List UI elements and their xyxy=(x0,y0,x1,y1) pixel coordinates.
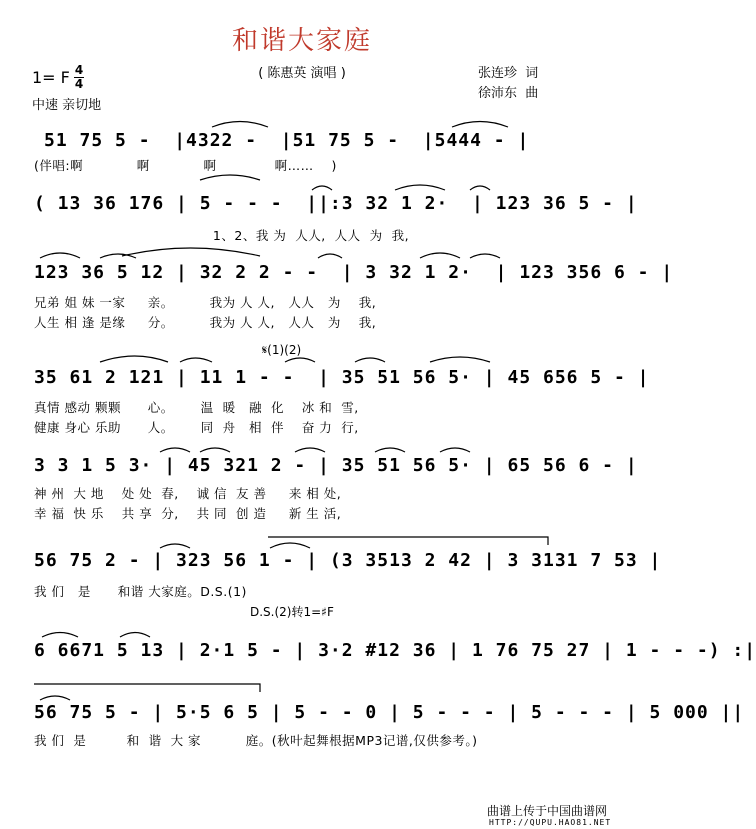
score-row-1-lyrics: (伴唱:啊 啊 啊 啊…… ) xyxy=(34,158,337,173)
slur xyxy=(160,544,190,548)
slur xyxy=(120,633,150,638)
time-numerator: 4 xyxy=(74,63,84,77)
slur xyxy=(355,358,385,362)
score-row-3-lyrics-verse1: 兄弟 姐 妹 一家 亲。 我为 人 人, 人人 为 我, xyxy=(34,295,377,310)
slur xyxy=(470,186,490,190)
slur xyxy=(440,448,470,452)
slur xyxy=(180,358,212,362)
slur xyxy=(470,254,500,258)
slur xyxy=(420,253,460,258)
slur xyxy=(285,358,315,362)
slur xyxy=(40,253,80,258)
score-row-7-notes: 6 6671 5 13 | 2·1 5 - | 3·2 #12 36 | 1 76 75 27 | 1 - - -) :| xyxy=(34,640,756,661)
slur xyxy=(200,448,230,452)
score-row-8-lyrics: 我 们 是 和 谐 大 家 庭。(秋叶起舞根据MP3记谱,仅供参考。) xyxy=(34,733,478,748)
singer-credit: ( 陈惠英 演唱 ) xyxy=(258,66,346,81)
slur xyxy=(100,356,168,362)
score-row-1-notes: 51 75 5 - |4322 - |51 75 5 - |5444 - | xyxy=(44,130,530,151)
composer-credit: 徐沛东 曲 xyxy=(478,86,539,101)
ds2-key-change: D.S.(2)转1=♯F xyxy=(250,605,334,619)
slur xyxy=(430,357,490,362)
score-row-5-lyrics-verse2: 幸 福 快 乐 共 享 分, 共 同 创 造 新 生 活, xyxy=(34,506,342,521)
score-row-5-lyrics-verse1: 神 州 大 地 处 处 春, 诚 信 友 善 来 相 处, xyxy=(34,486,342,501)
score-row-2-lyrics: 1、2、我 为 人人, 人人 为 我, xyxy=(34,228,410,243)
lyricist-credit: 张连珍 词 xyxy=(478,66,539,81)
footer-site-name: 曲谱上传于中国曲谱网 xyxy=(487,804,608,818)
score-row-4-lyrics-verse2: 健康 身心 乐助 人。 同 舟 相 伴 奋 力 行, xyxy=(34,420,359,435)
slur xyxy=(312,186,332,190)
volta-2 xyxy=(34,684,260,692)
score-row-8-notes: 56 75 5 - | 5·5 6 5 | 5 - - 0 | 5 - - - | 5 - - - | 5 000 || xyxy=(34,702,745,723)
score-row-3-lyrics-verse2: 人生 相 逢 是缘 分。 我为 人 人, 人人 为 我, xyxy=(34,315,377,330)
song-title: 和谐大家庭 xyxy=(231,26,372,56)
slur xyxy=(160,448,190,452)
tempo-marking: 中速 亲切地 xyxy=(32,98,102,113)
key-signature: 1= F xyxy=(32,68,70,87)
score-row-2-notes: ( 13 36 176 | 5 - - - ||:3 32 1 2· | 123 36 5 - | xyxy=(34,193,638,214)
score-row-5-notes: 3 3 1 5 3· | 45 321 2 - | 35 51 56 5· | 65 56 6 - | xyxy=(34,455,638,476)
score-row-6-notes: 56 75 2 - | 323 56 1 - | (3 3513 2 42 | 3 3131 7 53 | xyxy=(34,550,662,571)
score-row-6-lyrics: 我 们 是 和谐 大家庭。D.S.(1) xyxy=(34,584,247,599)
time-denominator: 4 xyxy=(74,77,84,91)
slur xyxy=(42,633,78,638)
slur xyxy=(375,448,405,452)
score-row-3-notes: 123 36 5 12 | 32 2 2 - - | 3 32 1 2· | 123 356 6 - | xyxy=(34,262,674,283)
volta-1 xyxy=(268,537,548,545)
slur xyxy=(452,122,508,128)
slur xyxy=(395,185,445,190)
slur xyxy=(318,254,342,258)
slur xyxy=(295,448,325,452)
slur xyxy=(270,543,310,548)
footer-site-url: HTTP://QUPU.HAO81.NET xyxy=(489,818,612,827)
slur xyxy=(40,696,70,700)
slur xyxy=(212,122,268,128)
score-row-4-notes: 35 61 2 121 | 11 1 - - | 35 51 56 5· | 45 656 5 - | xyxy=(34,367,650,388)
score-row-4-lyrics-verse1: 真情 感动 颗颗 心。 温 暖 融 化 冰 和 雪, xyxy=(34,400,359,415)
segno-mark: 𝄋(1)(2) xyxy=(262,343,302,357)
slur xyxy=(122,248,260,256)
tie xyxy=(200,175,260,180)
